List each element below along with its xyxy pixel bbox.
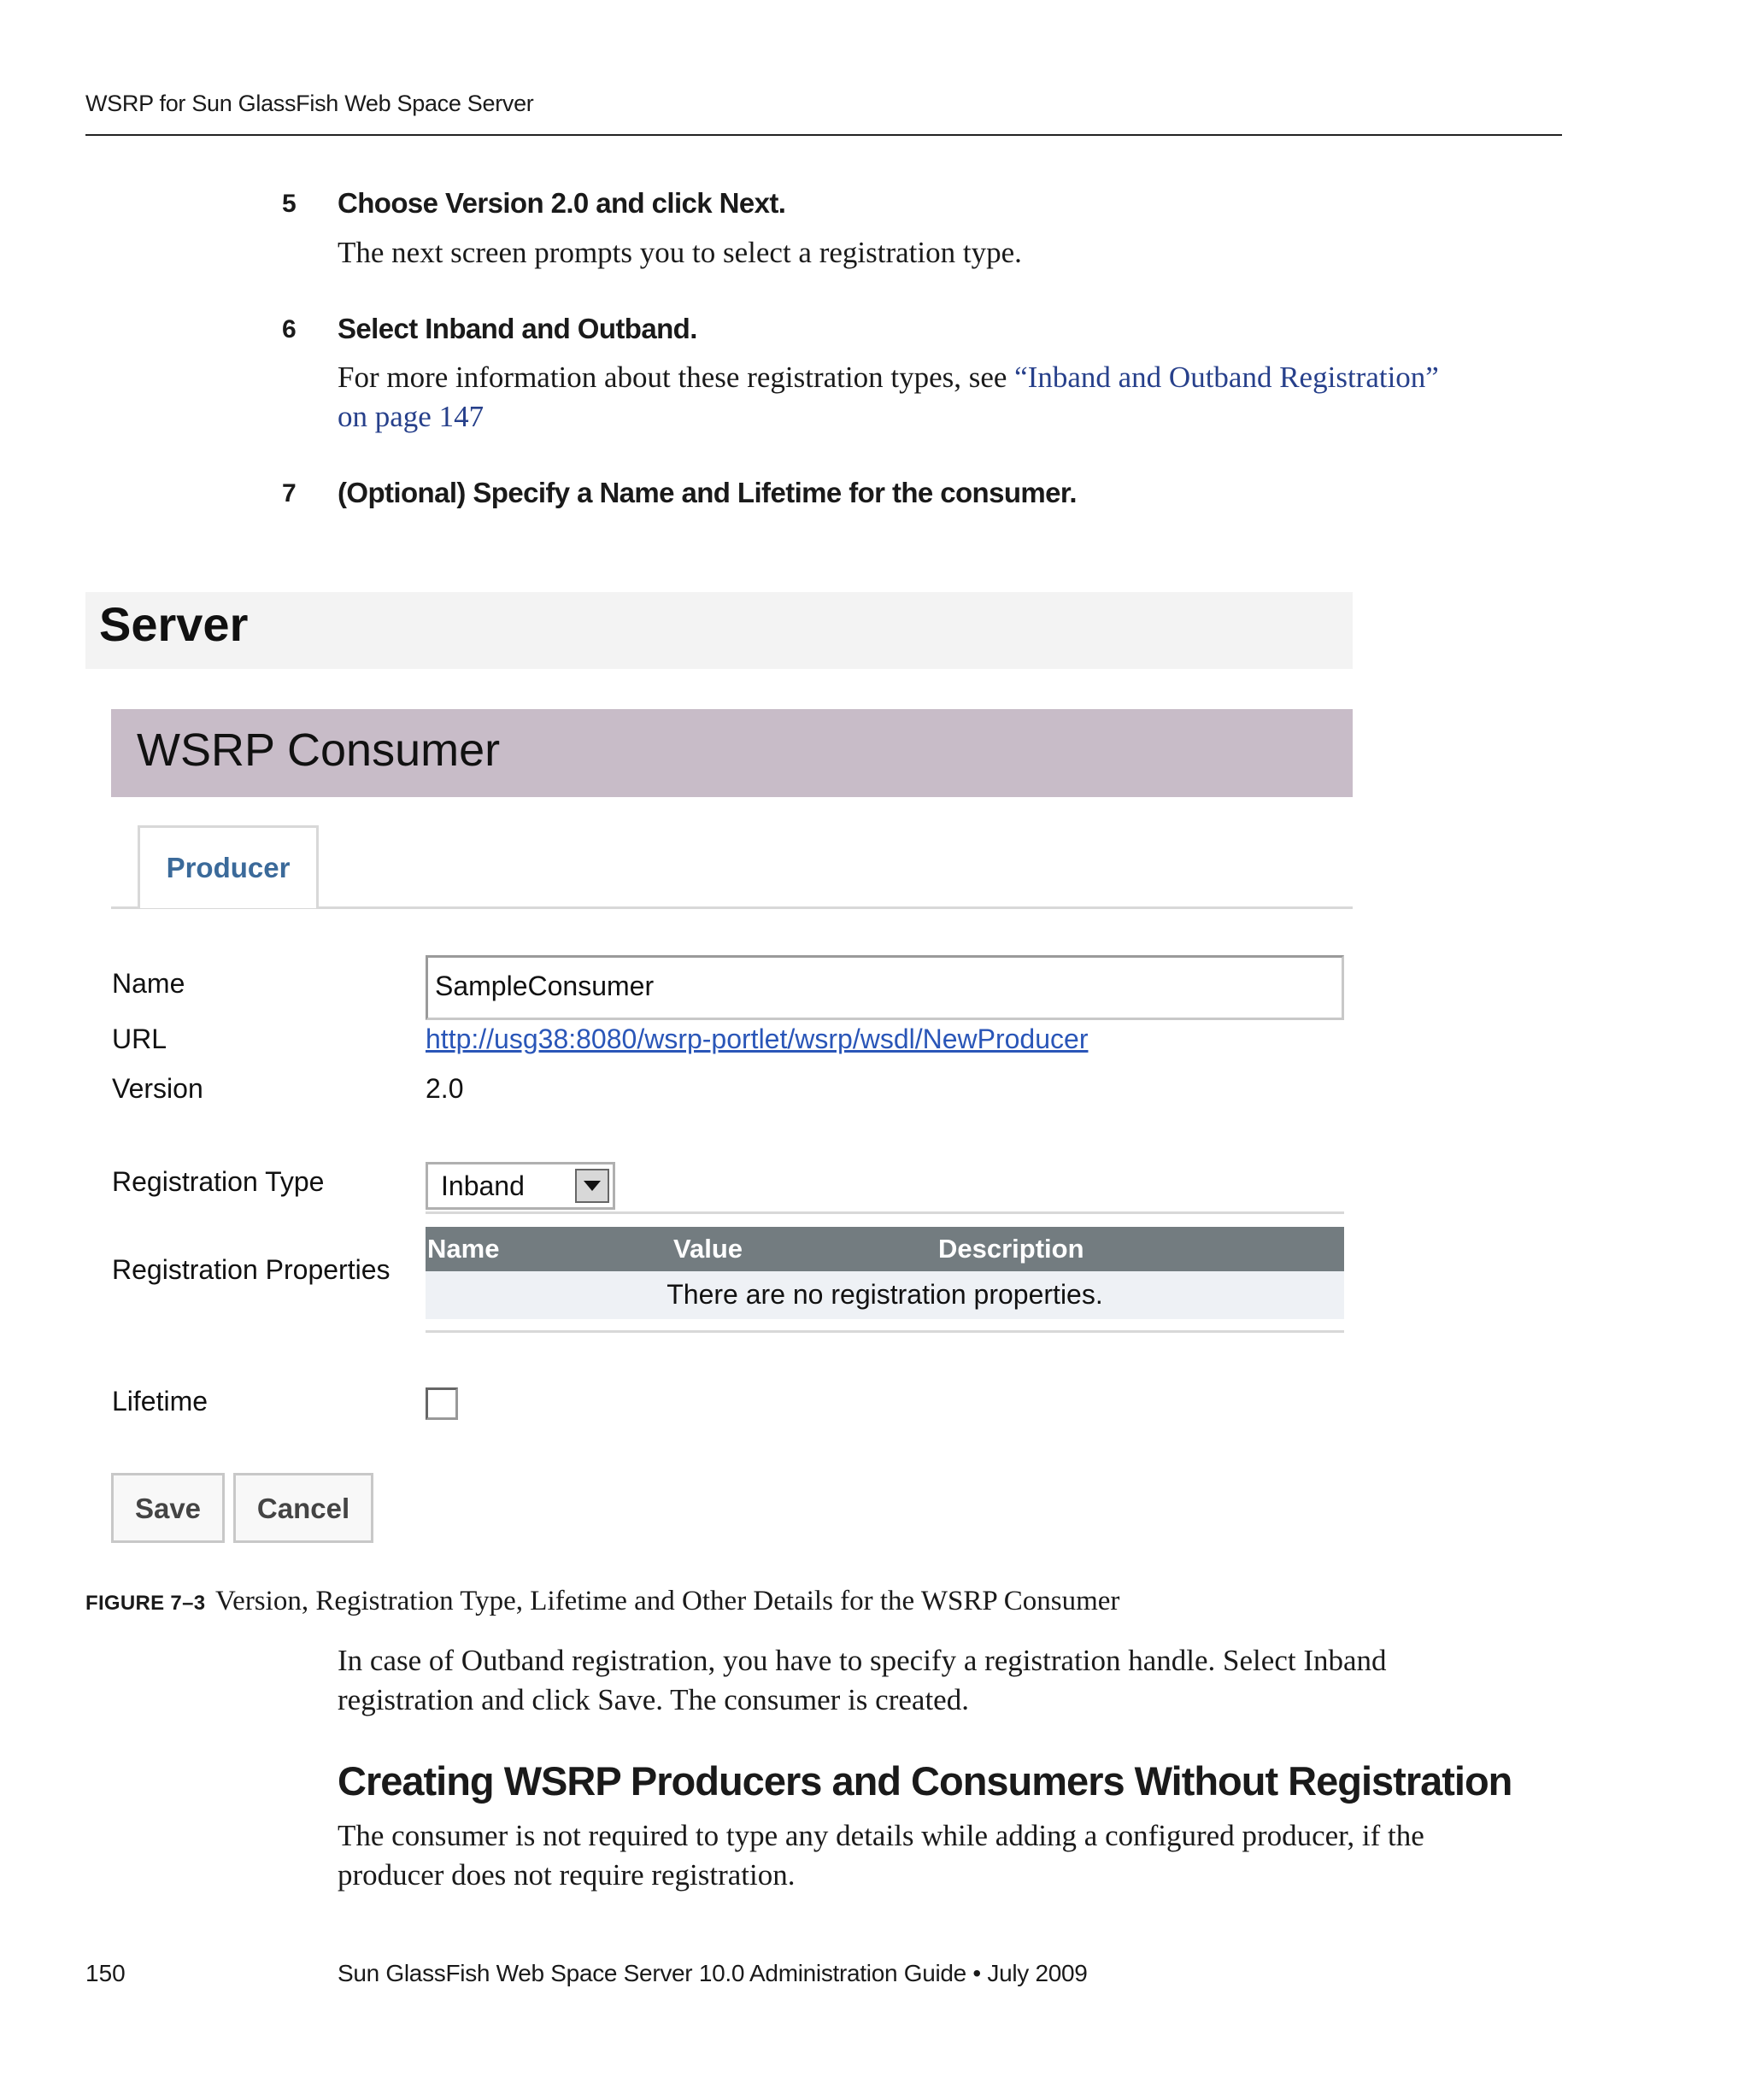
step-number-7: 7	[282, 479, 297, 507]
running-header: WSRP for Sun GlassFish Web Space Server	[85, 91, 534, 116]
footer-title: Sun GlassFish Web Space Server 10.0 Administration Guide • July 2009	[338, 1960, 1088, 1986]
page-number: 150	[85, 1960, 126, 1986]
step-body-5: The next screen prompts you to select a registration type.	[338, 236, 1022, 269]
outband-paragraph	[338, 1641, 1534, 1720]
lifetime-label: Lifetime	[112, 1386, 208, 1417]
registration-type-value: Inband	[441, 1170, 525, 1201]
step-title-7: (Optional) Specify a Name and Lifetime for the consumer.	[338, 477, 1077, 508]
properties-column-description: Description	[938, 1234, 1084, 1264]
url-label: URL	[112, 1024, 167, 1054]
header-rule	[85, 134, 1562, 136]
version-label: Version	[112, 1073, 203, 1104]
section-heading: Creating WSRP Producers and Consumers Without Registration	[338, 1758, 1512, 1804]
url-link[interactable]: http://usg38:8080/wsrp-portlet/wsrp/wsdl/NewProducer	[426, 1024, 1089, 1054]
step-body-6	[338, 358, 1534, 437]
server-title-bar	[85, 592, 1353, 669]
registration-type-label: Registration Type	[112, 1166, 325, 1197]
tab-producer[interactable]	[138, 825, 319, 908]
registration-type-select[interactable]	[426, 1162, 615, 1210]
properties-divider	[426, 1330, 1344, 1333]
step-title-6: Select Inband and Outband.	[338, 313, 697, 344]
properties-table-header	[426, 1227, 1344, 1271]
lifetime-checkbox[interactable]	[426, 1387, 458, 1420]
outband-paragraph-line-1: In case of Outband registration, you have to specify a registration handle. Select Inband	[338, 1644, 1387, 1677]
version-value: 2.0	[426, 1073, 464, 1104]
figure-caption-label: FIGURE 7–3	[85, 1592, 206, 1615]
section-paragraph-line-2: producer does not require registration.	[338, 1858, 796, 1892]
xref-link-page[interactable]: on page 147	[338, 400, 484, 433]
step-number-6: 6	[282, 315, 297, 343]
figure-caption-text: Version, Registration Type, Lifetime and Other Details for the WSRP Consumer	[215, 1586, 1120, 1616]
name-input[interactable]: SampleConsumer	[426, 955, 1344, 1020]
section-paragraph	[338, 1816, 1534, 1895]
section-paragraph-line-1: The consumer is not required to type any details while adding a configured producer, if the	[338, 1819, 1424, 1852]
properties-empty-message: There are no registration properties.	[667, 1279, 1103, 1310]
step-title-5: Choose Version 2.0 and click Next.	[338, 187, 786, 219]
cancel-button[interactable]: Cancel	[233, 1473, 373, 1543]
registration-type-divider	[426, 1211, 1344, 1214]
properties-empty-row	[426, 1271, 1344, 1319]
xref-link-inband-outband[interactable]: “Inband and Outband Registration”	[1014, 361, 1439, 394]
consumer-title: WSRP Consumer	[137, 724, 501, 776]
step-number-5: 5	[282, 190, 297, 218]
outband-paragraph-line-2: registration and click Save. The consumer is created.	[338, 1683, 969, 1716]
server-title: Server	[99, 597, 249, 651]
step-body-6-text: For more information about these registration types, see	[338, 361, 1015, 394]
tab-producer-label: Producer	[166, 852, 291, 883]
chevron-down-icon[interactable]	[575, 1169, 609, 1203]
name-label: Name	[112, 968, 185, 999]
save-button[interactable]: Save	[111, 1473, 225, 1543]
properties-column-value: Value	[673, 1234, 743, 1264]
registration-properties-label: Registration Properties	[112, 1254, 391, 1285]
properties-column-name: Name	[427, 1234, 500, 1264]
